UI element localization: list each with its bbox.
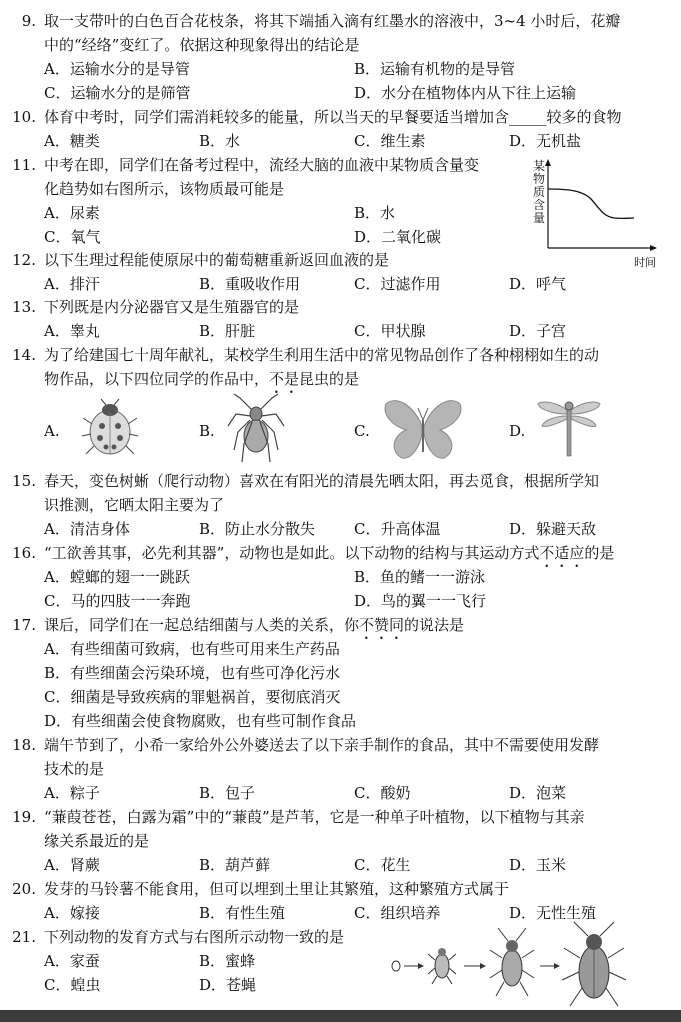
question-12-option-d: D．呼气 [509, 275, 567, 293]
question-11-option-c: C．氧气 [44, 228, 101, 246]
question-10-option-b: B．水 [199, 132, 241, 150]
question-16-option-a: A．螳螂的翅一一跳跃 [44, 568, 190, 586]
question-14-option-c: C. [354, 422, 370, 440]
question-19-line-1: 19. “蒹葭苍苍，白露为霜”中的“蒹葭”是芦苇，它是一种单子叶植物，以下植物与其亲 [12, 808, 585, 826]
question-20-line-1: 20. 发芽的马铃薯不能食用，但可以埋到土里让其繁殖，这种繁殖方式属于 [12, 880, 510, 898]
question-16-option-b: B．鱼的鳍一一游泳 [354, 568, 486, 586]
question-18-option-b: B．包子 [199, 784, 256, 802]
question-11-option-a: A．尿素 [44, 204, 100, 222]
question-21-option-c: C．蝗虫 [44, 976, 101, 994]
question-11-line-1: 11. 中考在即，同学们在备考过程中，流经大脑的血液中某物质含量变 [12, 156, 480, 174]
question-15-option-d: D．躲避天敌 [509, 520, 597, 538]
question-12-line-1: 12. 以下生理过程能使原尿中的葡萄糖重新返回血液的是 [12, 251, 390, 269]
question-10-option-c: C．维生素 [354, 132, 426, 150]
question-15-line-1: 15. 春天，变色树蜥（爬行动物）喜欢在有阳光的清晨先晒太阳，再去觅食，根据所学知 [12, 472, 600, 490]
nymph-small-stage [428, 948, 456, 984]
question-17-option-c: C．细菌是导致疾病的罪魁祸首，要彻底消灭 [44, 688, 341, 706]
question-15-line-2: 识推测，它晒太阳主要为了 [44, 496, 225, 514]
question-21-option-b: B．蜜蜂 [199, 952, 256, 970]
dragonfly-artwork [536, 398, 602, 460]
question-19-line-2: 缘关系最近的是 [44, 832, 150, 850]
question-19-option-d: D．玉米 [509, 856, 567, 874]
question-9-option-c: C．运输水分的是筛管 [44, 84, 191, 102]
question-18-line-1: 18. 端午节到了，小希一家给外公外婆送去了以下亲手制作的食品，其中不需要使用发酵 [12, 736, 600, 754]
arrow-1 [404, 963, 424, 969]
question-9-option-b: B．运输有机物的是导管 [354, 60, 516, 78]
nymph-large-stage [490, 928, 534, 996]
question-14-line-1: 14. 为了给建国七十周年献礼，某校学生利用生活中的常见物品创作了各种栩栩如生的动 [12, 346, 600, 364]
question-20-option-b: B．有性生殖 [199, 904, 286, 922]
question-10-line-1: 10. 体育中考时，同学们需消耗较多的能量，所以当天的早餐要适当增加含_____较多的食物 [12, 108, 622, 126]
question-17-option-b: B．有些细菌会污染环境，也有些可净化污水 [44, 664, 341, 682]
question-16-option-d: D．鸟的翼一一飞行 [354, 592, 487, 610]
question-14-line-2: 物作品，以下四位同学的作品中，不是昆虫的是 [44, 370, 360, 388]
question-11-line-2: 化趋势如右图所示，该物质最可能是 [44, 180, 285, 198]
question-20-option-c: C．组织培养 [354, 904, 441, 922]
question-13-option-c: C．甲状腺 [354, 322, 426, 340]
insect-development-figure [388, 922, 648, 1008]
question-13-option-b: B．肝脏 [199, 322, 256, 340]
graph-y-label: 某 物 质 含 量 [532, 159, 545, 225]
question-15-option-b: B．防止水分散失 [199, 520, 316, 538]
question-19-option-c: C．花生 [354, 856, 411, 874]
question-15-option-c: C．升高体温 [354, 520, 441, 538]
question-13-option-a: A．睾丸 [44, 322, 100, 340]
question-13-line-1: 13. 下列既是内分泌器官又是生殖器官的是 [12, 298, 300, 316]
question-16-line-1: 16. “工欲善其事，必先利其器”，动物也是如此。以下动物的结构与其运动方式不适应的是 [12, 544, 615, 562]
adult-stage [562, 922, 626, 1006]
question-18-line-2: 技术的是 [44, 760, 105, 778]
question-18-option-d: D．泡菜 [509, 784, 567, 802]
substance-curve [548, 189, 634, 218]
question-10-option-a: A．糖类 [44, 132, 100, 150]
question-15-option-a: A．清洁身体 [44, 520, 130, 538]
spider-artwork [226, 392, 286, 466]
question-12-option-c: C．过滤作用 [354, 275, 441, 293]
question-9-line-1: 9. 取一支带叶的白色百合花枝条，将其下端插入滴有红墨水的溶液中，3~4 小时后，花瓣 [21, 12, 621, 30]
question-14-option-b: B. [199, 422, 215, 440]
question-21-line-1: 21. 下列动物的发育方式与右图所示动物一致的是 [12, 928, 345, 946]
question-9-line-2: 中的“经络”变红了。依据这种现象得出的结论是 [44, 36, 360, 54]
bottom-scroll-bar [0, 1010, 681, 1022]
question-20-option-d: D．无性生殖 [509, 904, 597, 922]
arrow-3 [540, 963, 560, 969]
question-12-option-b: B．重吸收作用 [199, 275, 301, 293]
question-14-option-d: D. [509, 422, 526, 440]
question-21-option-a: A．家蚕 [44, 952, 100, 970]
question-20-option-a: A．嫁接 [44, 904, 100, 922]
question-18-option-c: C．酸奶 [354, 784, 411, 802]
question-19-option-a: A．肾蕨 [44, 856, 100, 874]
question-17-line-1: 17. 课后，同学们在一起总结细菌与人类的关系，你不赞同的说法是 [12, 616, 465, 634]
question-21-option-d: D．苍蝇 [199, 976, 257, 994]
graph-x-arrow [650, 245, 657, 251]
question-12-option-a: A．排汗 [44, 275, 100, 293]
arrow-2 [464, 963, 486, 969]
ladybug-artwork [80, 398, 140, 460]
butterfly-artwork [382, 396, 464, 462]
question-11-option-d: D．二氧化碳 [354, 228, 442, 246]
question-11-option-b: B．水 [354, 204, 396, 222]
question-19-option-b: B．葫芦藓 [199, 856, 271, 874]
question-10-option-d: D．无机盐 [509, 132, 582, 150]
question-9-option-a: A．运输水分的是导管 [44, 60, 190, 78]
question-16-option-c: C．马的四肢一一奔跑 [44, 592, 191, 610]
question-18-option-a: A．粽子 [44, 784, 100, 802]
question-17-option-a: A．有些细菌可致病，也有些可用来生产药品 [44, 640, 340, 658]
question-14-option-a: A. [44, 422, 60, 440]
question-9-option-d: D．水分在植物体内从下往上运输 [354, 84, 577, 102]
graph-x-label: 时间 [634, 256, 656, 269]
question-13-option-d: D．子宫 [509, 322, 567, 340]
question-17-option-d: D．有些细菌会使食物腐败，也有些可制作食品 [44, 712, 357, 730]
substance-content-graph [530, 158, 660, 268]
egg-stage [392, 961, 400, 971]
